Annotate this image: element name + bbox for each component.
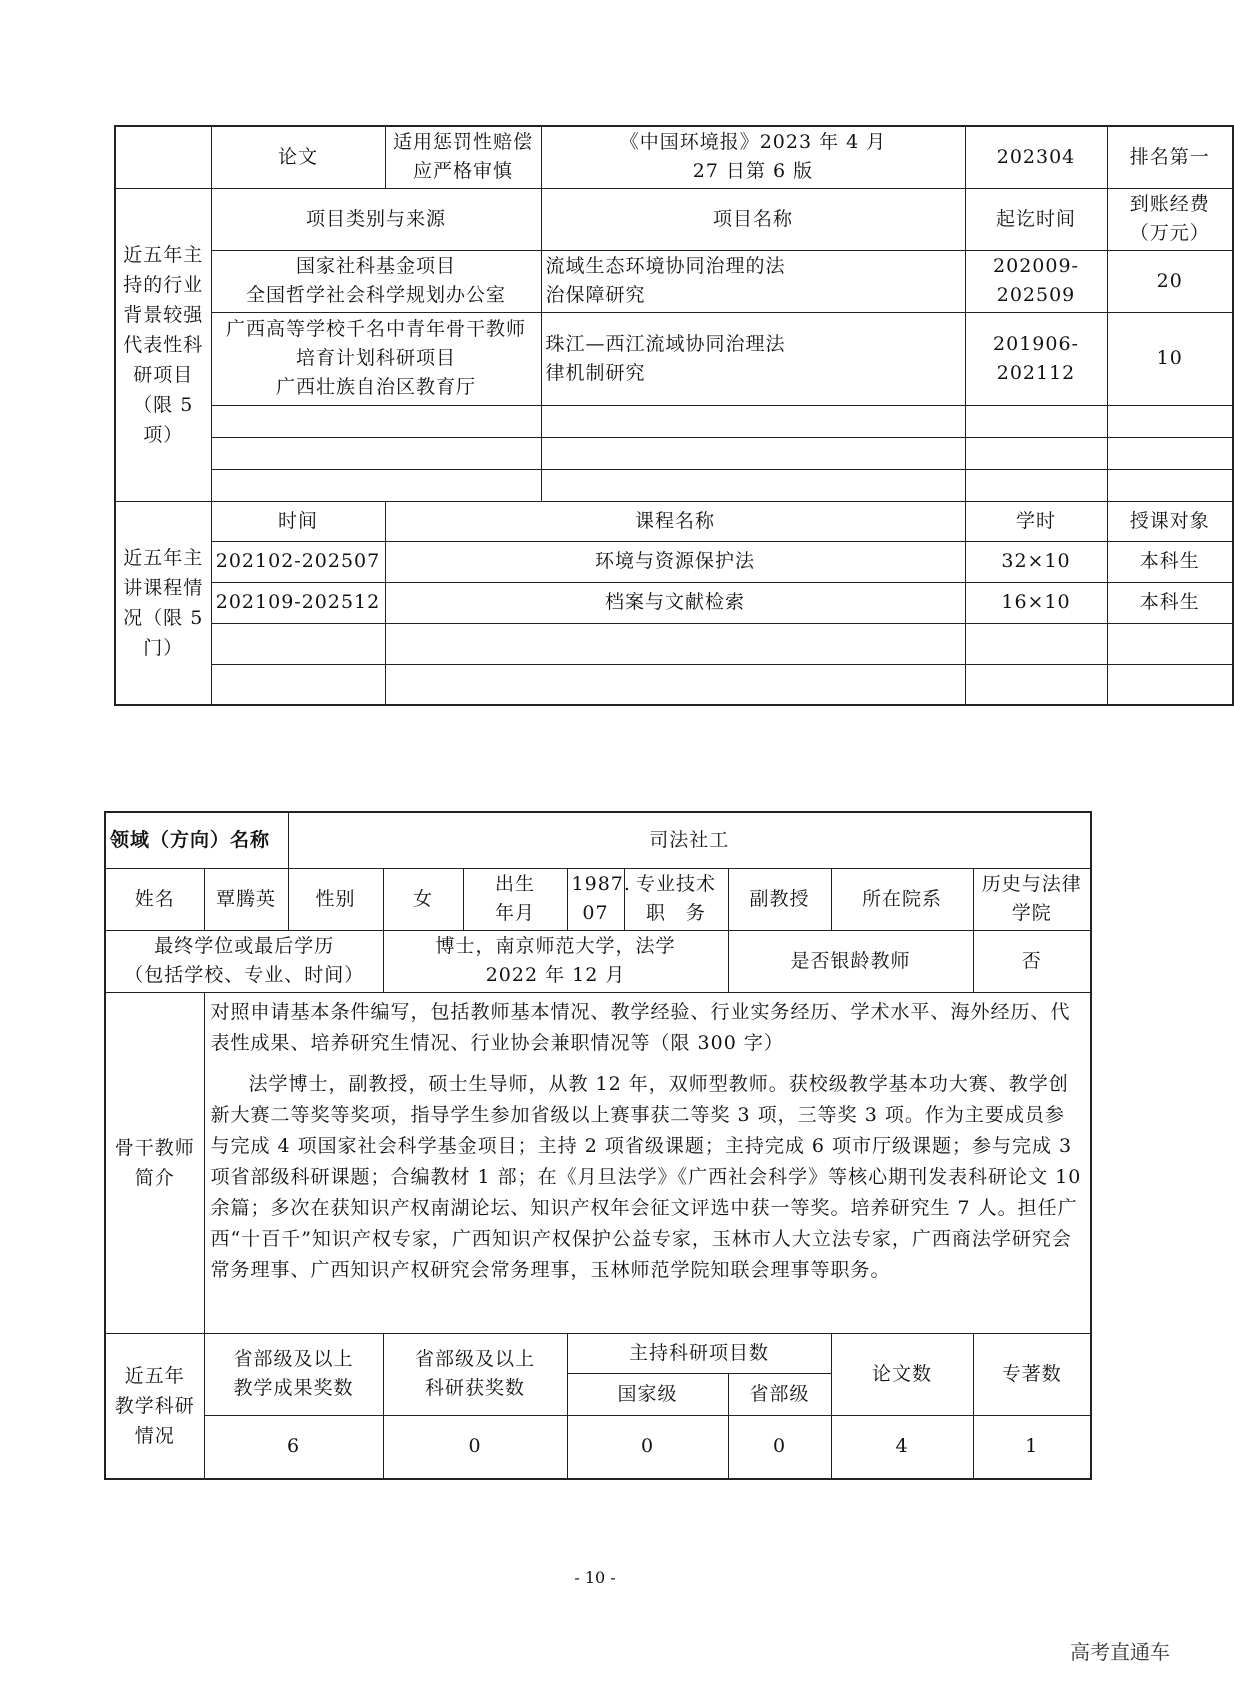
research-row-empty (115, 437, 1233, 469)
degree-value: 博士，南京师范大学，法学 2022 年 12 月 (383, 930, 728, 992)
course-row (115, 541, 1233, 582)
gender-value: 女 (383, 868, 463, 930)
paper-row (115, 126, 1233, 188)
degree-row (105, 930, 1091, 992)
projects-label: 主持科研项目数 (567, 1333, 831, 1373)
degree-label: 最终学位或最后学历 （包括学校、专业、时间） (105, 930, 383, 992)
intro-content (204, 992, 1091, 1333)
course-name: 环境与资源保护法 (385, 541, 965, 582)
silver-value: 否 (973, 930, 1091, 992)
dept-value: 历史与法律 学院 (973, 868, 1091, 930)
gender-label: 性别 (288, 868, 383, 930)
research-row (115, 250, 1233, 312)
paper-source: 《中国环境报》2023 年 4 月 27 日第 6 版 (541, 126, 965, 188)
courses-header-time: 时间 (211, 501, 385, 541)
paper-type: 论文 (211, 126, 385, 188)
books-value: 1 (973, 1415, 1091, 1479)
research-awards-value: 0 (383, 1415, 567, 1479)
intro-text: 法学博士，副教授，硕士生导师，从教 12 年，双师型教师。获校级教学基本功大赛、教学创新大赛二等奖等奖项，指导学生参加省级以上赛事获二等奖 3 项，三等奖 3 项。作为主要成员参与完成 4 项国家社会科学基金项目；主持 2 项省级课题；主持完成 6 项市厅级课题；参与完成 3 项省部级科研课题；合编教材 1 部；在《月旦法学》《广西社会科学》等核心期刊发表科研论文 10 余篇；多次在获知识产权南湖论坛、知识产权年会征文评选中获一等奖。培养研究生 7 人。担任广西“十百千”知识产权专家，广西知识产权保护公益专家，玉林市人大立法专家，广西商法学研究会常务理事、广西知识产权研究会常务理事，玉林师范学院知联会理事等职务。 (210, 1072, 1082, 1281)
stats-label: 近五年 教学科研 情况 (105, 1333, 204, 1479)
intro-row (105, 992, 1091, 1333)
research-period: 201906-202112 (965, 312, 1107, 405)
course-hours: 16×10 (965, 582, 1107, 623)
basic-info-row (105, 868, 1091, 930)
research-awards-label: 省部级及以上 科研获奖数 (383, 1333, 567, 1415)
courses-header-name: 课程名称 (385, 501, 965, 541)
national-label: 国家级 (567, 1373, 728, 1415)
research-category: 广西高等学校千名中青年骨干教师 培育计划科研项目 广西壮族自治区教育厅 (211, 312, 541, 405)
paper-rank: 排名第一 (1107, 126, 1233, 188)
paper-date: 202304 (965, 126, 1107, 188)
field-label: 领域（方向）名称 (105, 812, 288, 868)
research-category: 国家社科基金项目 全国哲学社会科学规划办公室 (211, 250, 541, 312)
course-hours: 32×10 (965, 541, 1107, 582)
provincial-label: 省部级 (728, 1373, 831, 1415)
stats-value-row (105, 1415, 1091, 1479)
research-teaching-table (114, 125, 1234, 706)
course-row-empty (115, 664, 1233, 705)
research-funds: 20 (1107, 250, 1233, 312)
research-header-name: 项目名称 (541, 188, 965, 250)
courses-header-audience: 授课对象 (1107, 501, 1233, 541)
birth-label: 出生 年月 (463, 868, 567, 930)
research-header-period: 起讫时间 (965, 188, 1107, 250)
course-audience: 本科生 (1107, 541, 1233, 582)
research-row-empty (115, 405, 1233, 437)
teacher-profile-table (104, 811, 1092, 1480)
research-header-category: 项目类别与来源 (211, 188, 541, 250)
research-row (115, 312, 1233, 405)
course-name: 档案与文献检索 (385, 582, 965, 623)
courses-header-row (115, 501, 1233, 541)
course-time: 202109-202512 (211, 582, 385, 623)
stats-header-row (105, 1333, 1091, 1373)
paper-title: 适用惩罚性赔偿 应严格审慎 (385, 126, 541, 188)
national-value: 0 (567, 1415, 728, 1479)
silver-label: 是否银龄教师 (728, 930, 973, 992)
research-row-empty (115, 469, 1233, 501)
papers-label: 论文数 (831, 1333, 973, 1415)
birth-value: 1987. 07 (567, 868, 624, 930)
title-value: 副教授 (728, 868, 831, 930)
title-label: 专业技术 职 务 (624, 868, 728, 930)
research-name: 珠江—西江流域协同治理法 律机制研究 (541, 312, 965, 405)
name-label: 姓名 (105, 868, 204, 930)
research-funds: 10 (1107, 312, 1233, 405)
books-label: 专著数 (973, 1333, 1091, 1415)
courses-section-label: 近五年主 讲课程情 况（限 5 门） (115, 501, 211, 705)
watermark: 高考直通车 (1070, 1640, 1170, 1664)
research-header-row (115, 188, 1233, 250)
research-section-label: 近五年主 持的行业 背景较强 代表性科 研项目 （限 5 项） (115, 188, 211, 501)
course-row-empty (115, 623, 1233, 664)
research-name: 流域生态环境协同治理的法 治保障研究 (541, 250, 965, 312)
papers-value: 4 (831, 1415, 973, 1479)
page-number: - 10 - (574, 1568, 616, 1587)
research-period: 202009-202509 (965, 250, 1107, 312)
intro-label: 骨干教师 简介 (105, 992, 204, 1333)
paper-row-blank-label (115, 126, 211, 188)
course-audience: 本科生 (1107, 582, 1233, 623)
dept-label: 所在院系 (831, 868, 973, 930)
teaching-awards-label: 省部级及以上 教学成果奖数 (204, 1333, 383, 1415)
field-value: 司法社工 (288, 812, 1091, 868)
course-time: 202102-202507 (211, 541, 385, 582)
name-value: 覃腾英 (204, 868, 288, 930)
field-row (105, 812, 1091, 868)
provincial-value: 0 (728, 1415, 831, 1479)
intro-instruction: 对照申请基本条件编写，包括教师基本情况、教学经验、行业实务经历、学术水平、海外经历、代表性成果、培养研究生情况、行业协会兼职情况等（限 300 字） (210, 1000, 1071, 1054)
courses-header-hours: 学时 (965, 501, 1107, 541)
research-header-funds: 到账经费 （万元） (1107, 188, 1233, 250)
teaching-awards-value: 6 (204, 1415, 383, 1479)
course-row (115, 582, 1233, 623)
